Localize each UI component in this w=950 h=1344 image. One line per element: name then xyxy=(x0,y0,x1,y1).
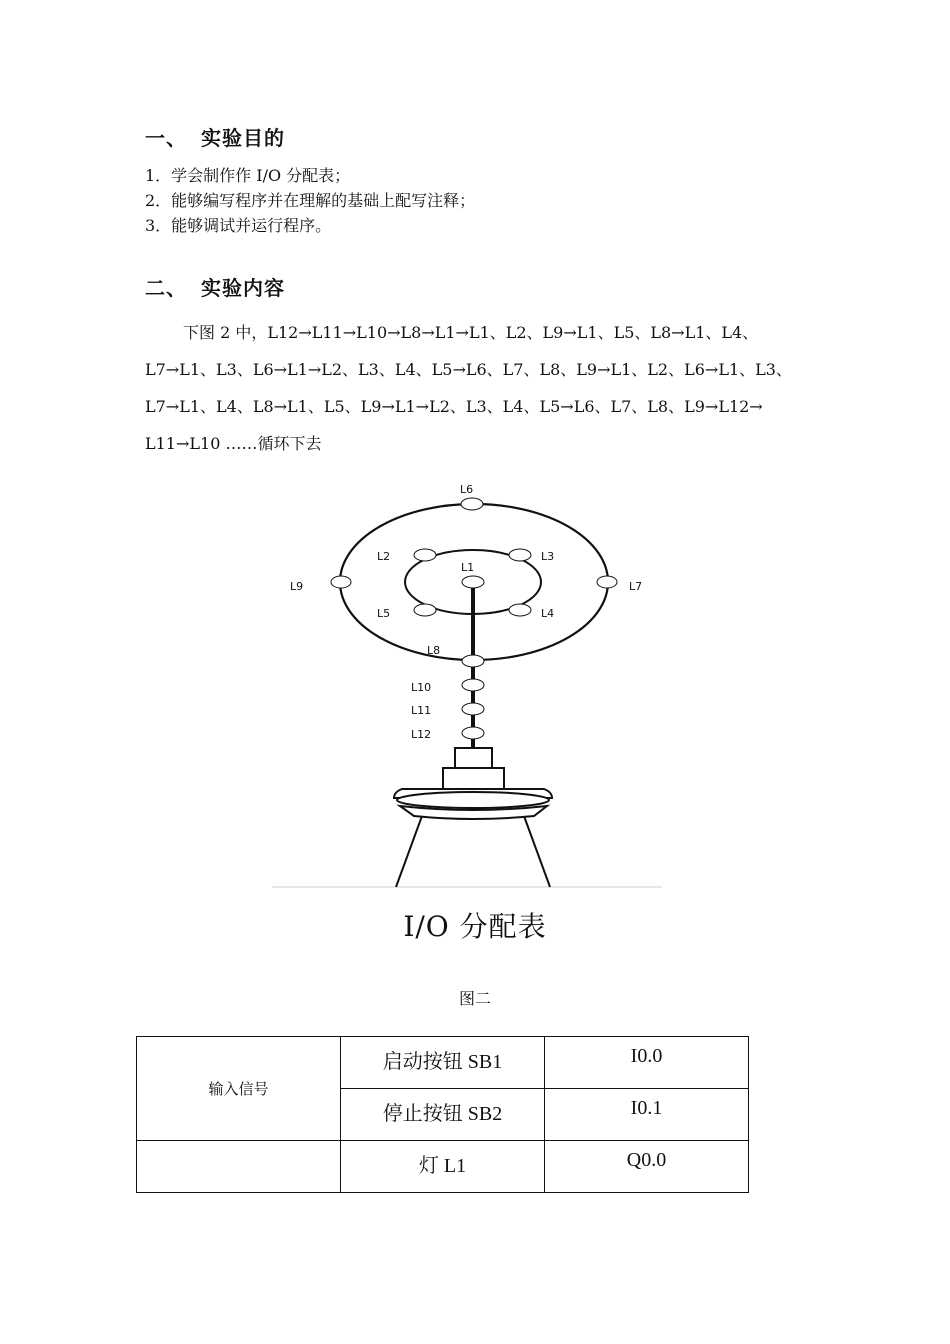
objective-item: 3．能够调试并运行程序。 xyxy=(145,216,332,235)
label-L3: L3 xyxy=(541,550,555,563)
paragraph-line: L11→L10 ……循环下去 xyxy=(145,434,322,453)
section-heading-1 xyxy=(145,122,285,151)
label-L6: L6 xyxy=(460,483,474,496)
lamp-L4 xyxy=(509,604,531,616)
lamp-L11 xyxy=(462,703,484,715)
label-L10: L10 xyxy=(411,681,432,694)
output-group-cell xyxy=(137,1141,341,1193)
section-heading-2 xyxy=(145,272,285,301)
address-cell xyxy=(545,1141,749,1193)
io-assignment-table xyxy=(136,1036,749,1193)
label-L5: L5 xyxy=(377,607,391,620)
label-L4: L4 xyxy=(541,607,555,620)
tower-base xyxy=(394,748,552,887)
signal-address: I0.1 xyxy=(630,1097,663,1119)
section-title: 实验内容 xyxy=(201,276,285,300)
table-row xyxy=(137,1037,749,1089)
signal-name: 灯 L1 xyxy=(418,1155,467,1177)
figure-caption: 图二 xyxy=(458,989,491,1008)
signal-name: 停止按钮 SB2 xyxy=(382,1103,503,1125)
section-number: 二、 xyxy=(145,276,187,300)
lamp-L1 xyxy=(462,576,484,588)
signal-name-cell xyxy=(341,1089,545,1141)
table-title: I/O 分配表 xyxy=(403,910,547,943)
label-L12: L12 xyxy=(411,728,432,741)
paragraph-line: L7→L1、L3、L6→L1→L2、L3、L4、L5→L6、L7、L8、L9→L1、L2、L6→L1、L3、 xyxy=(145,360,792,379)
lamp-L7 xyxy=(597,576,617,588)
signal-address: I0.0 xyxy=(630,1045,663,1067)
label-L7: L7 xyxy=(629,580,643,593)
label-L8: L8 xyxy=(427,644,441,657)
label-L11: L11 xyxy=(411,704,432,717)
input-group-cell: 输入信号 xyxy=(137,1037,341,1141)
lamp-L3 xyxy=(509,549,531,561)
lamp-L8 xyxy=(462,655,484,667)
table-row xyxy=(137,1141,749,1193)
address-cell xyxy=(545,1089,749,1141)
label-L2: L2 xyxy=(377,550,391,563)
signal-name-cell xyxy=(341,1141,545,1193)
paragraph-line: L7→L1、L4、L8→L1、L5、L9→L1→L2、L3、L4、L5→L6、L7、L8、L9→L12→ xyxy=(145,397,763,416)
signal-address: Q0.0 xyxy=(626,1149,667,1171)
objective-item: 2．能够编写程序并在理解的基础上配写注释； xyxy=(145,191,476,210)
content-paragraph xyxy=(145,320,815,468)
lamp-L10 xyxy=(462,679,484,691)
objective-item: 1．学会制作作 I/O 分配表； xyxy=(145,166,351,185)
section-number: 一、 xyxy=(145,126,187,150)
lamp-L6 xyxy=(461,498,483,510)
lamp-L5 xyxy=(414,604,436,616)
paragraph-line: 下图 2 中，L12→L11→L10→L8→L1→L1、L2、L9→L1、L5、L8→L1、L4、 xyxy=(183,323,759,342)
section-title: 实验目的 xyxy=(201,126,285,150)
lamp-L12 xyxy=(462,727,484,739)
label-L1: L1 xyxy=(461,561,475,574)
address-cell xyxy=(545,1037,749,1089)
signal-name: 启动按钮 SB1 xyxy=(382,1051,503,1073)
lamp-L2 xyxy=(414,549,436,561)
label-L9: L9 xyxy=(290,580,304,593)
lamp-tower-figure xyxy=(272,476,662,888)
signal-name-cell xyxy=(341,1037,545,1089)
lamp-L9 xyxy=(331,576,351,588)
